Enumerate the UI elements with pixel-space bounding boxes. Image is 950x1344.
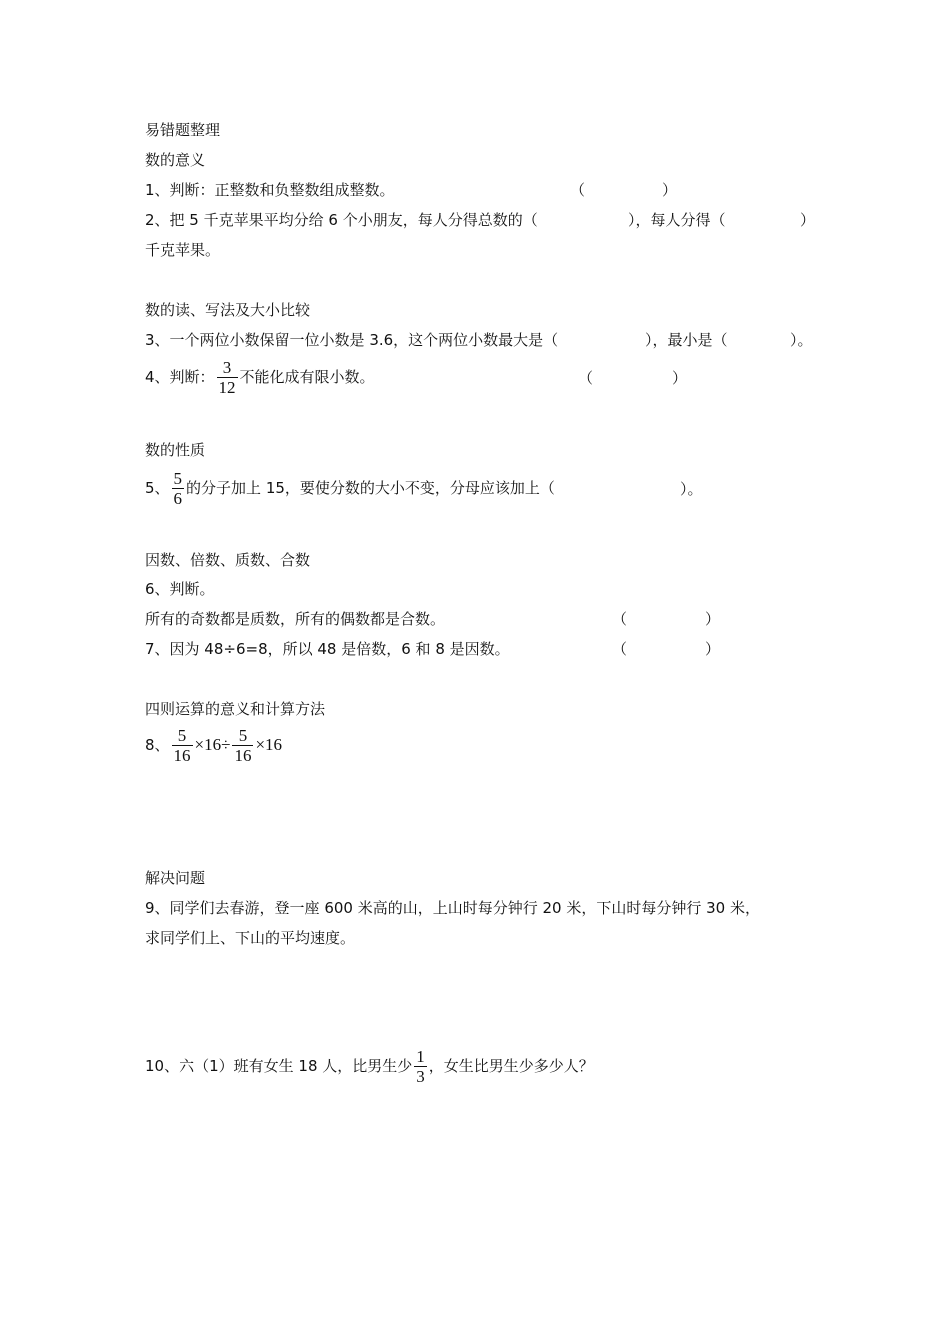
fraction-5-16-second: [232, 726, 253, 765]
question-5-prefix: 5、: [145, 479, 170, 497]
fraction-numerator: 5: [173, 469, 183, 488]
question-4-suffix: 不能化成有限小数。: [239, 368, 375, 386]
operator-times: ×16: [255, 735, 283, 754]
question-8-prefix: 8、: [145, 736, 170, 754]
fraction-numerator: 1: [416, 1047, 425, 1066]
question-10: [145, 1041, 594, 1091]
question-4: [145, 352, 375, 402]
fraction-denominator: 16: [234, 746, 252, 765]
fraction-denominator: 6: [173, 489, 183, 508]
answer-paren-close-1: ）: [662, 181, 678, 199]
page-title: 易错题整理: [145, 121, 221, 139]
fraction-3-12: [217, 358, 238, 397]
question-7: 7、因为 48÷6=8，所以 48 是倍数，6 和 8 是因数。: [145, 640, 510, 658]
question-5: [145, 463, 555, 513]
question-3-part-a: 3、一个两位小数保留一位小数是 3.6，这个两位小数最大是（: [145, 331, 559, 349]
fraction-numerator: 3: [217, 358, 238, 378]
question-2-part-d: 千克苹果。: [145, 241, 221, 259]
question-1: 1、判断：正整数和负整数组成整数。: [145, 181, 395, 199]
section-heading-factors-multiples: 因数、倍数、质数、合数: [145, 551, 311, 569]
answer-paren-open-1: （: [570, 181, 586, 199]
question-4-prefix: 4、判断：: [145, 368, 215, 386]
question-5-paren-close: ）。: [680, 480, 703, 498]
answer-paren-close-7: ）: [705, 640, 721, 658]
question-8: [145, 720, 282, 770]
section-heading-problem-solving: 解决问题: [145, 869, 206, 887]
question-6-title: 6、判断。: [145, 580, 215, 598]
question-10-suffix: ，女生比男生少多少人？: [428, 1057, 594, 1075]
section-heading-four-operations: 四则运算的意义和计算方法: [145, 700, 326, 718]
question-9-line-2: 求同学们上、下山的平均速度。: [145, 929, 356, 947]
question-2-part-c: ）: [800, 211, 816, 229]
fraction-1-3: [414, 1047, 427, 1086]
fraction-5-16-first: [172, 726, 193, 765]
answer-paren-open-4: （: [578, 369, 594, 387]
fraction-numerator: 5: [232, 726, 253, 746]
question-2-part-b: ），每人分得（: [628, 211, 726, 229]
answer-paren-close-4: ）: [672, 369, 688, 387]
question-3-part-b: ），最小是（: [645, 331, 728, 349]
question-5-suffix: 的分子加上 15，要使分数的大小不变，分母应该加上（: [186, 479, 555, 497]
question-3-part-c: ）。: [790, 331, 813, 349]
fraction-denominator: 16: [173, 746, 191, 765]
question-6-statement: 所有的奇数都是质数，所有的偶数都是合数。: [145, 610, 446, 628]
fraction-5-6: [172, 469, 185, 508]
fraction-denominator: 12: [218, 378, 236, 397]
answer-paren-open-6: （: [612, 610, 628, 628]
question-2-part-a: 2、把 5 千克苹果平均分给 6 个小朋友，每人分得总数的（: [145, 211, 538, 229]
operator-times-divide: ×16÷: [194, 735, 231, 754]
answer-paren-open-7: （: [612, 640, 628, 658]
section-heading-number-properties: 数的性质: [145, 441, 206, 459]
answer-paren-close-6: ）: [705, 610, 721, 628]
fraction-numerator: 5: [172, 726, 193, 746]
section-heading-number-meaning: 数的意义: [145, 151, 206, 169]
fraction-denominator: 3: [416, 1067, 425, 1086]
question-9-line-1: 9、同学们去春游，登一座 600 米高的山，上山时每分钟行 20 米，下山时每分钟行 30 米，: [145, 899, 760, 917]
question-10-prefix: 10、六（1）班有女生 18 人，比男生少: [145, 1057, 413, 1075]
section-heading-read-write-compare: 数的读、写法及大小比较: [145, 301, 311, 319]
